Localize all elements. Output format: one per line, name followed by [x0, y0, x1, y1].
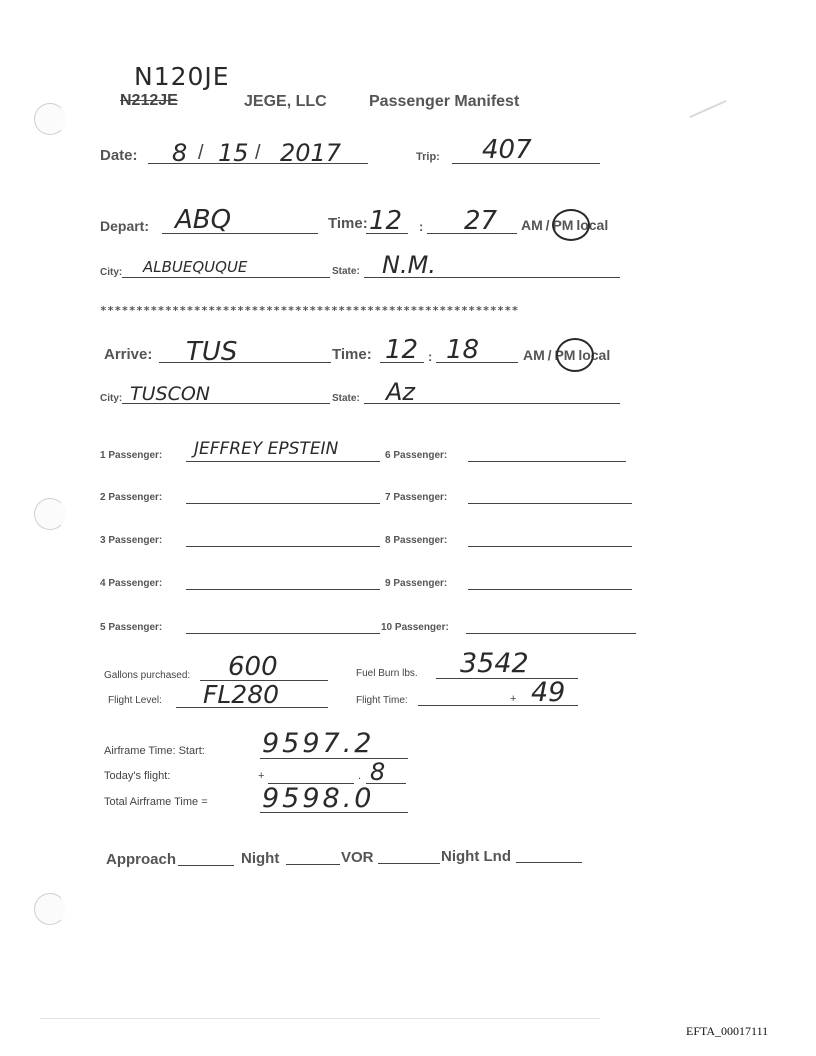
passenger-6-label: 6 Passenger: [385, 450, 448, 461]
date-year: 2017 [280, 139, 342, 167]
arrive-time-colon: : [428, 349, 433, 364]
depart-hour: 12 [369, 206, 403, 236]
flight-level: FL280 [203, 680, 280, 709]
night-line [286, 864, 340, 865]
depart-time-label: Time: [328, 215, 368, 232]
passenger-2-line [186, 503, 380, 504]
depart-label: Depart: [100, 218, 150, 234]
passenger-3-label: 3 Passenger: [100, 535, 163, 546]
flight-time-label: Flight Time: [356, 695, 408, 706]
flight-time-plus: + [510, 693, 517, 705]
passenger-8-label: 8 Passenger: [385, 535, 448, 546]
arrive-state: Az [386, 378, 416, 406]
binder-hole-middle [34, 498, 66, 530]
approach-line [178, 865, 234, 866]
binder-hole-bottom [34, 893, 66, 925]
date-separator-1: / [198, 142, 204, 164]
flight-time: 49 [531, 677, 566, 708]
arrive-time-label: Time: [332, 346, 372, 363]
passenger-6-line [468, 461, 626, 462]
depart-airport: ABQ [175, 205, 232, 235]
depart-city-label: City: [100, 267, 123, 278]
vor-label: VOR [341, 849, 374, 866]
scan-bottom-edge [40, 1018, 600, 1019]
fuel-burn: 3542 [460, 648, 529, 679]
arrive-hour: 12 [385, 335, 419, 365]
depart-state-label: State: [332, 266, 360, 277]
passenger-10-line [466, 633, 636, 634]
passenger-7-label: 7 Passenger: [385, 492, 448, 503]
date-day: 15 [218, 139, 249, 167]
arrive-city: TUSCON [130, 383, 211, 405]
depart-city-line [122, 277, 330, 278]
document-title: Passenger Manifest [369, 93, 520, 110]
scan-mark [689, 100, 726, 118]
arrive-line [159, 362, 331, 363]
passenger-1-line [186, 461, 380, 462]
todays-flight-label: Today's flight: [104, 770, 171, 782]
fuel-burn-label: Fuel Burn lbs. [356, 668, 418, 679]
arrive-label: Arrive: [104, 346, 153, 363]
passenger-9-label: 9 Passenger: [385, 578, 448, 589]
date-label: Date: [100, 147, 138, 164]
todays-flight-dot: . [358, 770, 362, 782]
arrive-state-label: State: [332, 393, 360, 404]
gallons-purchased: 600 [228, 652, 278, 682]
approach-label: Approach [106, 851, 177, 868]
passenger-9-line [468, 589, 632, 590]
binder-hole-top [34, 103, 66, 135]
date-separator-2: / [255, 142, 261, 164]
flight-level-label: Flight Level: [108, 695, 162, 706]
depart-time-colon: : [419, 219, 424, 234]
passenger-4-line [186, 589, 380, 590]
vor-line [378, 863, 440, 864]
handwritten-tail-number: N120JE [134, 62, 230, 91]
arrive-pm-circle [556, 338, 594, 372]
section-separator: ********************************************************** [100, 304, 519, 317]
document-id: EFTA_00017111 [686, 1024, 769, 1038]
todays-flight-plus: + [258, 770, 265, 782]
night-lnd-line [516, 862, 582, 863]
depart-minute: 27 [464, 206, 498, 236]
passenger-1-label: 1 Passenger: [100, 450, 163, 461]
airframe-start: 9597.2 [262, 728, 375, 759]
arrive-city-label: City: [100, 393, 123, 404]
passenger-10-label: 10 Passenger: [381, 622, 449, 633]
passenger-5-label: 5 Passenger: [100, 622, 163, 633]
todays-flight: 8 [370, 758, 386, 786]
night-lnd-label: Night Lnd [441, 848, 511, 865]
depart-pm-circle [552, 209, 590, 241]
passenger-7-line [468, 503, 632, 504]
date-month: 8 [172, 139, 188, 167]
total-airframe-label: Total Airframe Time = [104, 796, 208, 808]
depart-am-pm: AM / PM local [521, 217, 609, 233]
printed-tail-number: N212JE [120, 92, 178, 109]
arrive-airport: TUS [186, 337, 238, 367]
passenger-3-line [186, 546, 380, 547]
total-airframe: 9598.0 [262, 783, 375, 814]
airframe-start-label: Airframe Time: Start: [104, 745, 205, 757]
passenger-8-line [468, 546, 632, 547]
depart-city: ALBUEQUQUE [143, 258, 248, 276]
night-label: Night [241, 850, 280, 867]
passenger-4-label: 4 Passenger: [100, 578, 163, 589]
gallons-label: Gallons purchased: [104, 670, 191, 681]
company-name: JEGE, LLC [244, 93, 327, 110]
arrive-am-pm: AM / PM local [523, 347, 611, 363]
passenger-5-line [186, 633, 380, 634]
trip-label: Trip: [416, 151, 440, 163]
passenger-1-name: JEFFREY EPSTEIN [194, 439, 339, 459]
passenger-2-label: 2 Passenger: [100, 492, 163, 503]
depart-state: N.M. [382, 251, 436, 279]
arrive-minute: 18 [446, 335, 480, 365]
trip-number: 407 [482, 135, 532, 165]
